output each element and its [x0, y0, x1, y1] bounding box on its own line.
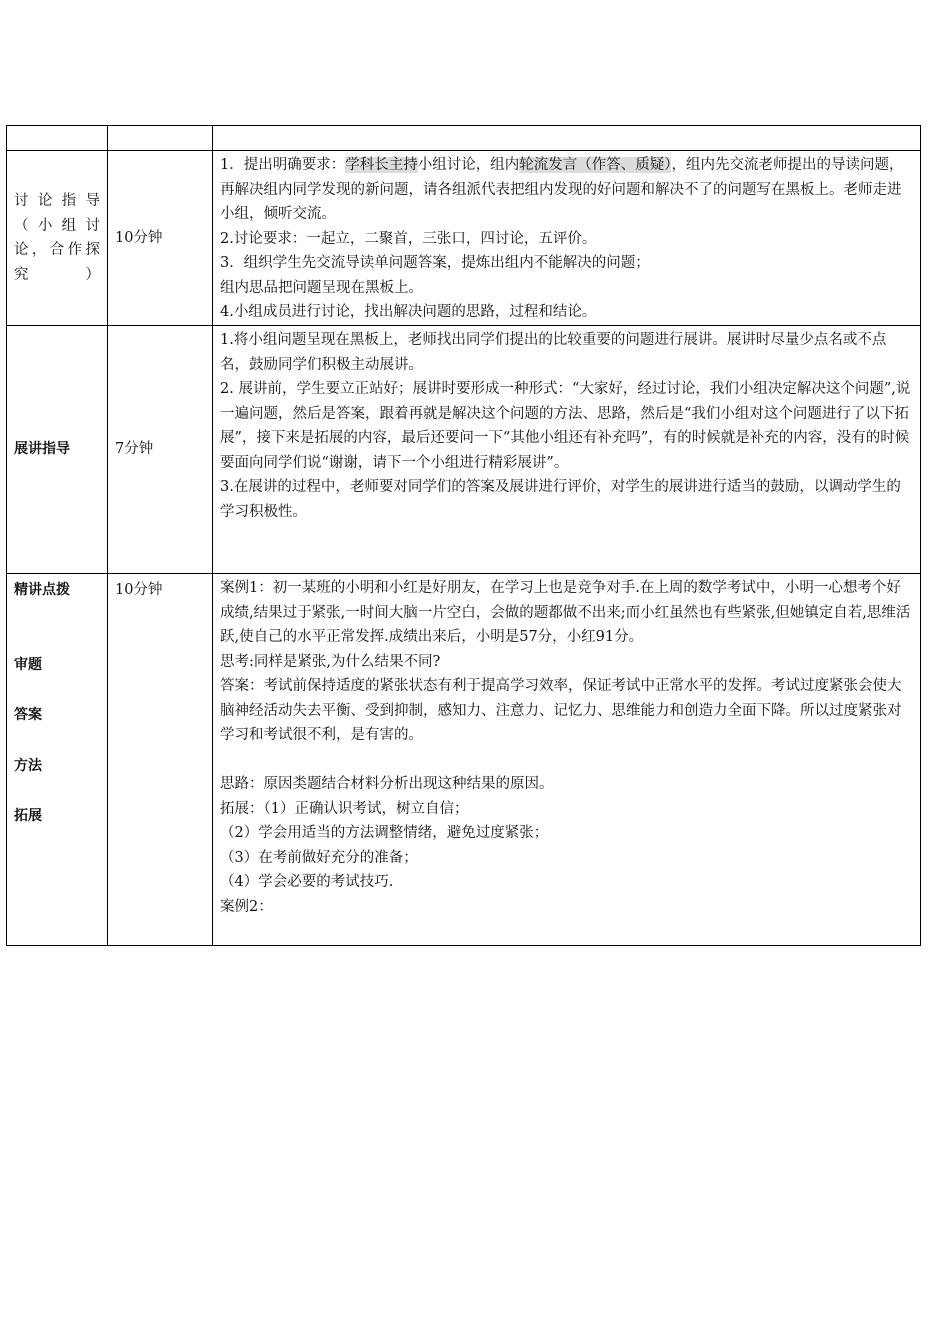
idea-text: 思路：原因类题结合材料分析出现这种结果的原因。 [220, 776, 554, 792]
time-discussion: 10分钟 [115, 229, 163, 246]
item1-highlight-1: 学科长主持 [345, 157, 418, 173]
time-cell-discussion [108, 151, 213, 326]
presentation-item-1: 1.将小组问题呈现在黑板上，老师找出同学们提出的比较重要的问题进行展讲。展讲时尽量少点名或不点名，鼓励同学们积极主动展讲。 [220, 332, 887, 373]
extension-2: （2）学会用适当的方法调整情绪，避免过度紧张； [220, 825, 549, 841]
stage-label-discussion: 讨论指导（小组讨论，合作探究） [14, 193, 100, 283]
row-discussion [7, 151, 921, 326]
stage-cell-lecture [7, 574, 108, 946]
extension-4: （4）学会必要的考试技巧. [220, 874, 394, 890]
empty-cell [7, 126, 108, 151]
item1-prefix: 1．提出明确要求： [220, 157, 346, 173]
label-review: 审题 [14, 656, 42, 673]
lesson-plan-table [6, 125, 921, 946]
time-presentation: 7分钟 [115, 441, 154, 458]
content-cell-presentation [213, 326, 921, 574]
header-row-empty [7, 126, 921, 151]
empty-cell [213, 126, 921, 151]
item1-highlight-2: 轮流发言（作答、质疑） [519, 157, 672, 173]
presentation-item-2: 2. 展讲前，学生要立正站好；展讲时要形成一种形式：“大家好，经过讨论，我们小组决定解决这个问题”,说一遍问题，然后是答案，跟着再就是解决这个问题的方法、思路，然后是“我们小组对这个问题进行了以下拓展”，接下来是拓展的内容，最后还要问一下“其他小组还有补充吗”，有的时候就是补充的内容，没有的时候要面向同学们说“谢谢，请下一个小组进行精彩展讲”。 [220, 381, 911, 471]
stage-cell-discussion [7, 151, 108, 326]
row-lecture [7, 574, 921, 946]
item1-rest: ，组内先交流老师提出的导读问题，再解决组内同学发现的新问题，请各组派代表把组内发现的好问题和解决不了的问题写在黑板上。老师走进小组，倾听交流。 [220, 157, 904, 222]
row-presentation [7, 326, 921, 574]
extension-3: （3）在考前做好充分的准备； [220, 849, 418, 866]
case-1: 案例1：初一某班的小明和小红是好朋友，在学习上也是竞争对手.在上周的数学考试中，小明一心想考个好成绩,结果过于紧张,一时间大脑一片空白，会做的题都做不出来;而小红虽然也有些紧张,但她镇定自若,思维活跃,使自己的水平正常发挥.成绩出来后，小明是57分，小红91分。 [220, 580, 911, 645]
discussion-item-2: 2.讨论要求：一起立，二聚首，三张口，四讨论，五评价。 [220, 230, 597, 247]
think-question: 思考:同样是紧张,为什么结果不同? [220, 653, 441, 670]
stage-label-presentation: 展讲指导 [14, 441, 70, 458]
content-cell-lecture [213, 574, 921, 946]
answer-text: 答案：考试前保持适度的紧张状态有利于提高学习效率，保证考试中正常水平的发挥。考试过度紧张会使大脑神经活动失去平衡、受到抑制，感知力、注意力、记忆力、思维能力和创造力全面下降。所以过度紧张对学习和考试很不利，是有害的。 [220, 678, 902, 743]
case-2: 案例2： [220, 898, 273, 915]
label-method: 方法 [14, 757, 42, 774]
discussion-item-3b: 组内思品把问题呈现在黑板上。 [220, 279, 423, 296]
item1-mid: 小组讨论，组内 [417, 157, 520, 173]
label-extension: 拓展 [14, 808, 42, 824]
time-cell-presentation [108, 326, 213, 574]
presentation-item-3: 3.在展讲的过程中，老师要对同学们的答案及展讲进行评价，对学生的展讲进行适当的鼓励，以调动学生的学习积极性。 [220, 479, 901, 520]
content-cell-discussion [213, 151, 921, 326]
discussion-item-1 [220, 153, 913, 227]
empty-cell [108, 126, 213, 151]
time-cell-lecture [108, 574, 213, 946]
stage-cell-presentation [7, 326, 108, 574]
blank-line [220, 748, 913, 773]
extension-1: 拓展：（1）正确认识考试，树立自信； [220, 800, 469, 817]
label-lecture: 精讲点拨 [14, 582, 70, 598]
discussion-item-3: 3．组织学生先交流导读单问题答案，提炼出组内不能解决的问题； [220, 255, 650, 271]
discussion-item-4: 4.小组成员进行讨论，找出解决问题的思路，过程和结论。 [220, 304, 597, 320]
time-lecture: 10分钟 [115, 582, 163, 598]
label-answer: 答案 [14, 707, 42, 723]
